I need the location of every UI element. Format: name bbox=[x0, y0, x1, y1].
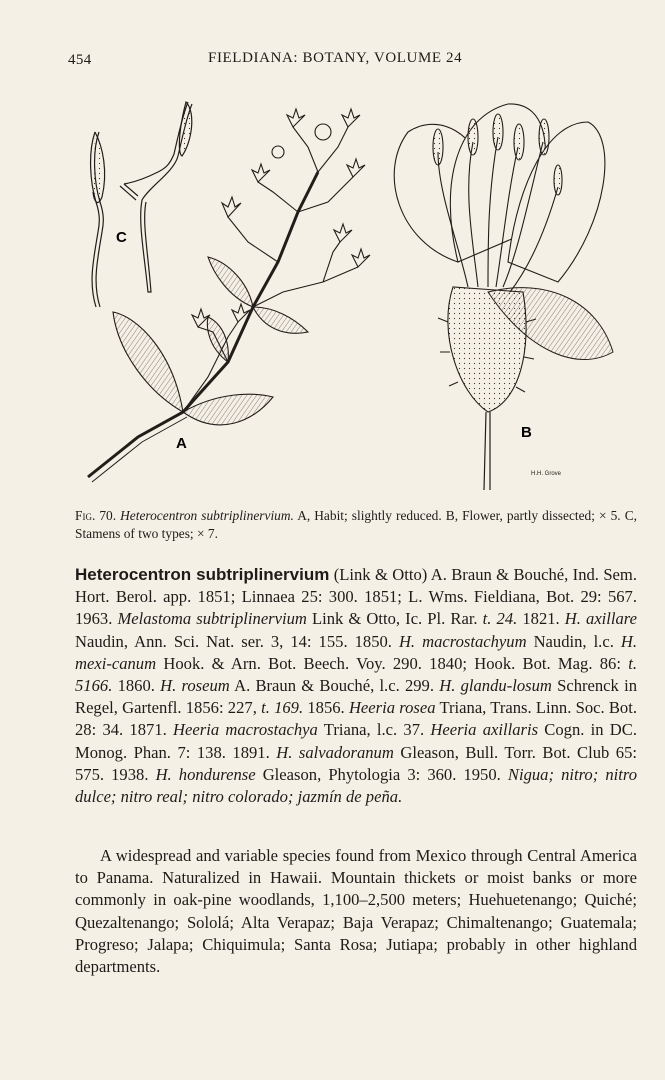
synonym-italic: Nigua; nitro; nitro dulce; nitro real; nitro colorado; jazmín de peña. bbox=[75, 764, 638, 807]
synonymy-text bbox=[75, 565, 637, 806]
artist-signature: H.H. Grove bbox=[531, 471, 562, 477]
caption-fig-label: Fig. 70. bbox=[75, 508, 117, 523]
synonym-text: 1821. bbox=[517, 609, 565, 629]
botanical-illustration bbox=[78, 92, 628, 497]
illustration-svg bbox=[78, 92, 628, 497]
synonym-text: Link & Otto, Ic. Pl. Rar. bbox=[306, 609, 483, 629]
running-head bbox=[68, 50, 628, 72]
synonym-text: Triana, l.c. 37. bbox=[317, 720, 431, 740]
flower-figure-b bbox=[394, 104, 613, 490]
species-name: Heterocentron subtriplinervium bbox=[75, 565, 330, 584]
synonym-text: 1856. bbox=[303, 698, 349, 718]
synonym-italic: Heeria axillaris bbox=[430, 720, 539, 740]
synonym-italic: Heeria rosea bbox=[348, 698, 436, 718]
caption-species: Heterocentron subtriplinervium. bbox=[120, 508, 294, 523]
journal-title: FIELDIANA: BOTANY, VOLUME 24 bbox=[208, 50, 463, 66]
synonym-italic: Heeria macrostachya bbox=[173, 720, 318, 740]
habit-figure-a bbox=[88, 109, 370, 482]
synonym-italic: H. axillare bbox=[564, 609, 638, 629]
synonym-text: A. Braun & Bouché, l.c. 299. bbox=[229, 676, 440, 696]
synonym-italic: t. 24. bbox=[482, 609, 518, 629]
synonym-text: Hook. & Arn. Bot. Beech. Voy. 290. 1840; Hook. Bot. Mag. 86: bbox=[156, 653, 629, 673]
page-number: 454 bbox=[68, 52, 92, 68]
synonym-italic: H. salvadoranum bbox=[276, 742, 394, 762]
species-description: A widespread and variable species found from Mexico through Central America to Panama. Naturalized in Hawaii. Mountain thickets or moist banks or more commonly in oak-pine woodlands, 1,100–2,500 meters; Huehuetenango; Quiché; Quezaltenango; Sololá; Alta Verapaz; Baja Verapaz; Chimaltenango; Guatemala; Progreso; Jalapa; Chiquimula; Santa Rosa; Jutiapa; probably in other highland departments. bbox=[75, 846, 637, 977]
synonym-italic: t. 5166. bbox=[75, 653, 637, 696]
synonym-text: Naudin, l.c. bbox=[526, 631, 621, 651]
synonym-italic: H. mexi-canum bbox=[75, 631, 637, 673]
synonym-italic: H. macrostachyum bbox=[398, 631, 527, 651]
synonym-text: Naudin, Ann. Sci. Nat. ser. 3, 14: 155. 1850. bbox=[75, 631, 399, 651]
synonym-text: Gleason, Bull. Torr. Bot. Club 65: 575. 1938. bbox=[75, 742, 637, 784]
synonym-text: Cogn. in DC. Monog. Phan. 7: 138. 1891. bbox=[75, 720, 637, 762]
caption-text: A, Habit; slightly reduced. B, Flower, partly dissected; × 5. C, Stamens of two types; × 7. bbox=[75, 508, 637, 541]
label-c: C bbox=[116, 229, 127, 246]
species-entry bbox=[75, 564, 637, 808]
synonym-italic: H. hondurense bbox=[155, 764, 256, 784]
synonym-text: Triana, Trans. Linn. Soc. Bot. 28: 34. 1871. bbox=[75, 698, 637, 740]
synonym-text: 1860. bbox=[112, 676, 161, 696]
figure-caption bbox=[75, 507, 637, 543]
synonym-text: (Link & Otto) A. Braun & Bouché, Ind. Sem. Hort. Berol. app. 1851; Linnaea 25: 300. 1851; L. Wms. Fieldiana, Bot. 29: 567. 1963. bbox=[75, 565, 637, 629]
stamens-figure-c bbox=[91, 102, 192, 307]
synonym-text: Schrenck in Regel, Gartenfl. 1856: 227, bbox=[75, 676, 637, 718]
synonym-italic: H. roseum bbox=[160, 676, 230, 696]
label-a: A bbox=[176, 435, 187, 452]
synonym-text: Gleason, Phytologia 3: 360. 1950. bbox=[255, 764, 508, 784]
synonym-italic: t. 169. bbox=[261, 698, 304, 718]
flower-buds bbox=[192, 109, 370, 327]
synonym-italic: Melastoma subtriplinervium bbox=[117, 609, 307, 629]
label-b: B bbox=[521, 424, 532, 441]
synonym-italic: H. glandu-losum bbox=[439, 676, 552, 696]
